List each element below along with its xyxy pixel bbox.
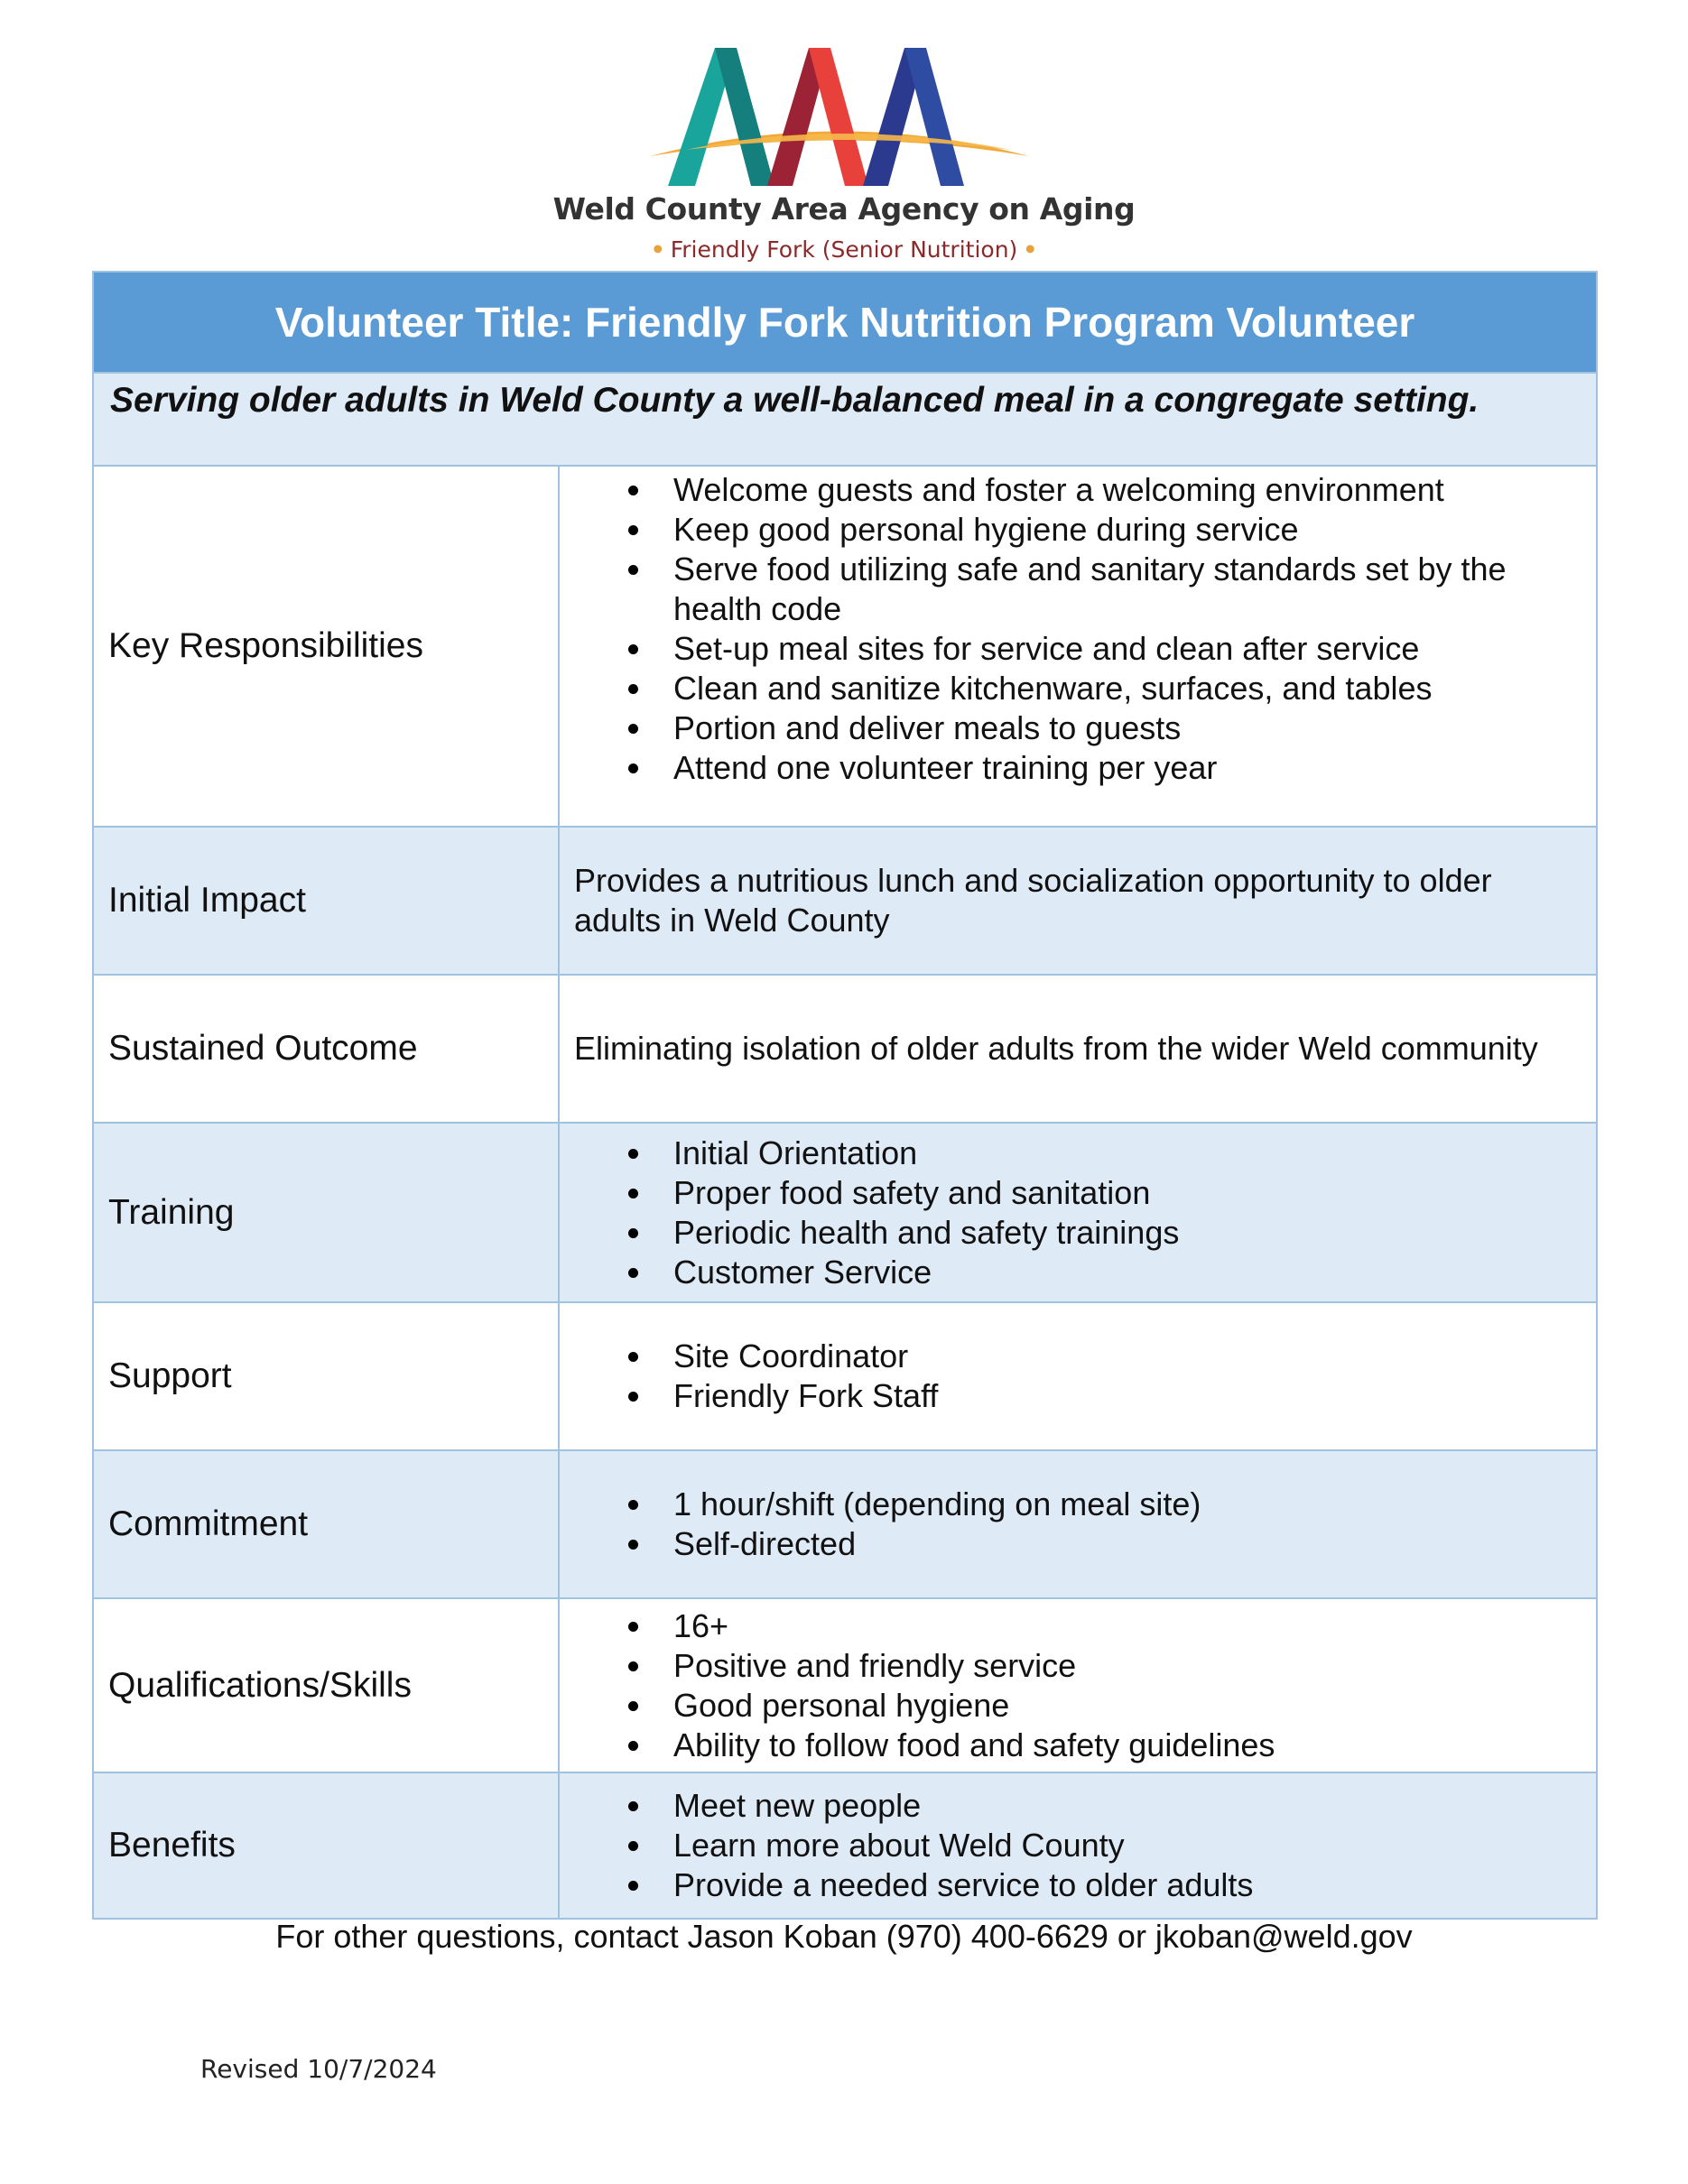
row-text: Provides a nutritious lunch and socialization opportunity to older adults in Weld County — [574, 862, 1492, 939]
bullet-list — [560, 470, 1596, 788]
row-label: Benefits — [94, 1773, 560, 1918]
list-item: Clean and sanitize kitchenware, surfaces, and tables — [560, 669, 1578, 708]
bullet-list — [560, 1337, 956, 1416]
list-item: Periodic health and safety trainings — [560, 1213, 1179, 1253]
list-item: Proper food safety and sanitation — [560, 1173, 1179, 1213]
row-label: Key Responsibilities — [94, 467, 560, 826]
row-value — [560, 1773, 1596, 1918]
separator-dot: • — [1023, 236, 1038, 263]
aaa-logo-icon — [632, 34, 1047, 192]
row-value — [560, 1124, 1596, 1301]
list-item: Learn more about Weld County — [560, 1826, 1253, 1865]
row-text: Eliminating isolation of older adults from the wider Weld community — [574, 1030, 1538, 1067]
list-item: Serve food utilizing safe and sanitary standards set by the health code — [560, 550, 1578, 629]
list-item: 16+ — [560, 1606, 1275, 1646]
list-item: 1 hour/shift (depending on meal site) — [560, 1485, 1201, 1524]
volunteer-description-table — [92, 271, 1598, 1920]
row-commitment — [94, 1451, 1596, 1599]
row-qualifications-skills — [94, 1599, 1596, 1773]
bullet-list — [560, 1485, 1219, 1564]
row-key-responsibilities — [94, 467, 1596, 828]
row-value — [560, 1451, 1596, 1597]
list-item: Meet new people — [560, 1786, 1253, 1826]
row-label: Training — [94, 1124, 560, 1301]
row-initial-impact — [94, 828, 1596, 976]
row-benefits — [94, 1773, 1596, 1918]
program-name-line — [0, 236, 1688, 263]
bullet-list — [560, 1606, 1293, 1765]
row-value — [560, 467, 1596, 826]
org-name: Weld County Area Agency on Aging — [552, 191, 1136, 227]
list-item: Site Coordinator — [560, 1337, 938, 1376]
list-item: Keep good personal hygiene during service — [560, 510, 1578, 550]
list-item: Welcome guests and foster a welcoming environment — [560, 470, 1578, 510]
row-label: Qualifications/Skills — [94, 1599, 560, 1772]
list-item: Ability to follow food and safety guidelines — [560, 1726, 1275, 1765]
row-label: Commitment — [94, 1451, 560, 1597]
row-value — [560, 1599, 1596, 1772]
row-training — [94, 1124, 1596, 1303]
program-name: Friendly Fork (Senior Nutrition) — [670, 236, 1018, 263]
list-item: Initial Orientation — [560, 1134, 1179, 1173]
list-item: Provide a needed service to older adults — [560, 1865, 1253, 1905]
contact-line: For other questions, contact Jason Koban (970) 400-6629 or jkoban@weld.gov — [275, 1918, 1413, 1955]
list-item: Good personal hygiene — [560, 1686, 1275, 1726]
list-item: Self-directed — [560, 1524, 1201, 1564]
list-item: Set-up meal sites for service and clean after service — [560, 629, 1578, 669]
bullet-list — [560, 1134, 1197, 1292]
list-item: Friendly Fork Staff — [560, 1376, 938, 1416]
row-value — [560, 1303, 1596, 1449]
header — [0, 27, 1688, 269]
row-label: Support — [94, 1303, 560, 1449]
list-item: Customer Service — [560, 1253, 1179, 1292]
revised-date: Revised 10/7/2024 — [200, 2054, 437, 2084]
row-value — [560, 828, 1596, 974]
tagline: Serving older adults in Weld County a well-balanced meal in a congregate setting. — [94, 374, 1596, 467]
list-item: Portion and deliver meals to guests — [560, 708, 1578, 748]
row-label: Sustained Outcome — [94, 976, 560, 1122]
bullet-list — [560, 1786, 1271, 1905]
row-support — [94, 1303, 1596, 1451]
row-value — [560, 976, 1596, 1122]
volunteer-title: Volunteer Title: Friendly Fork Nutrition Program Volunteer — [94, 273, 1596, 374]
row-sustained-outcome — [94, 976, 1596, 1124]
list-item: Attend one volunteer training per year — [560, 748, 1578, 788]
list-item: Positive and friendly service — [560, 1646, 1275, 1686]
row-label: Initial Impact — [94, 828, 560, 974]
separator-dot: • — [650, 236, 665, 263]
